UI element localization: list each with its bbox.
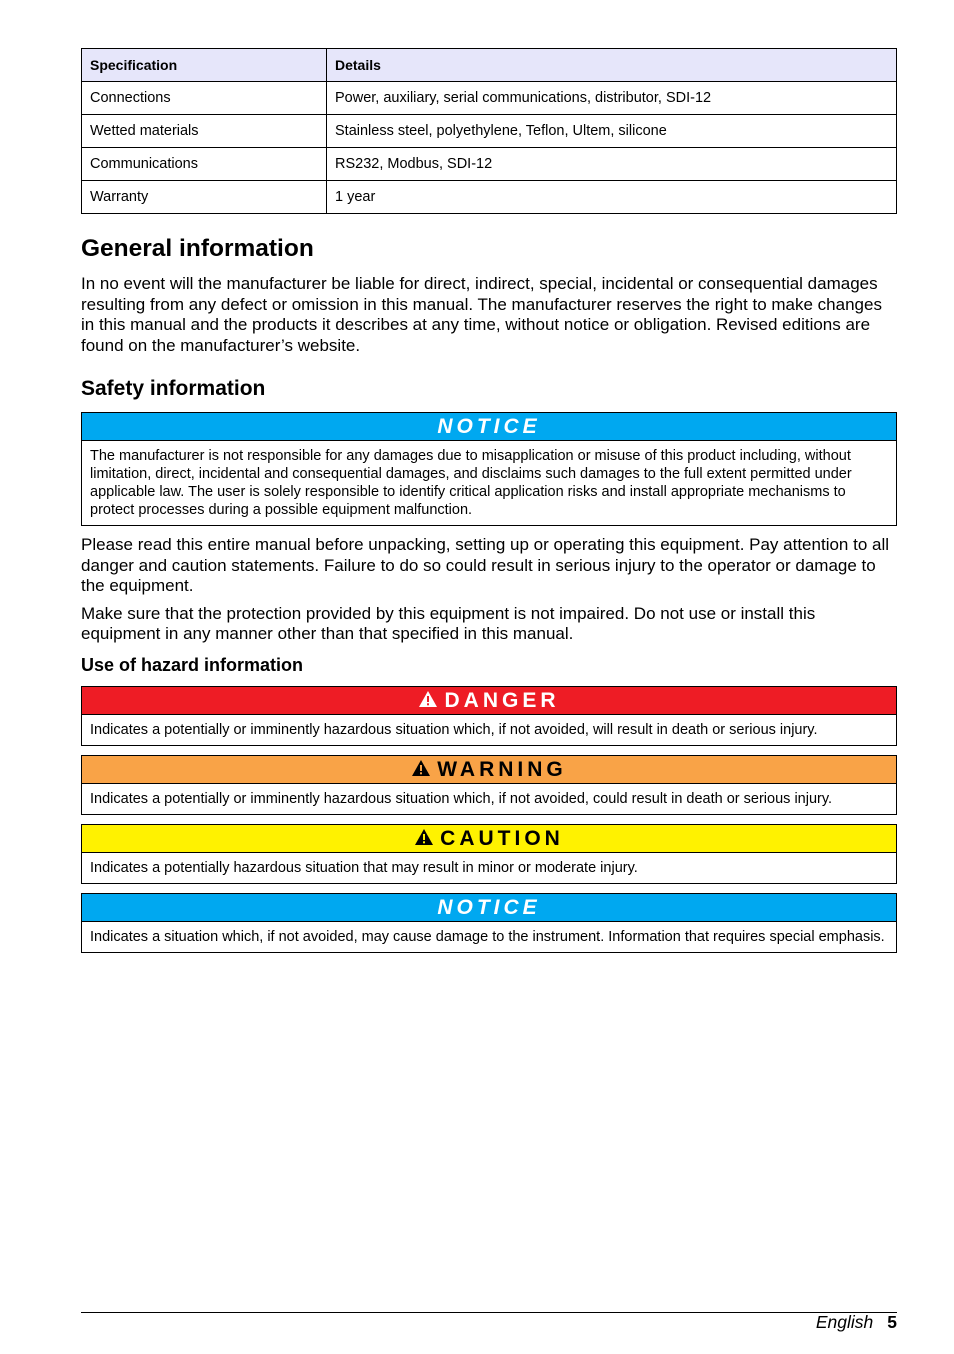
footer-language: English	[815, 1312, 874, 1332]
danger-text: Indicates a potentially or imminently hazardous situation which, if not avoided, will result in death or serious injury.	[90, 721, 818, 738]
table-row	[82, 148, 897, 181]
notice-text: Indicates a situation which, if not avoided, may cause damage to the instrument. Information that requires special emphasis.	[90, 928, 885, 945]
notice-label: NOTICE	[82, 894, 896, 922]
table-cell: Warranty	[82, 181, 327, 214]
table-cell: Wetted materials	[82, 115, 327, 148]
table-row	[82, 115, 897, 148]
danger-header	[82, 687, 896, 715]
table-cell: RS232, Modbus, SDI-12	[327, 148, 897, 181]
warning-triangle-icon	[418, 690, 438, 708]
table-cell: Stainless steel, polyethylene, Teflon, Ultem, silicone	[327, 115, 897, 148]
table-cell: Communications	[82, 148, 327, 181]
warning-triangle-icon	[414, 828, 434, 846]
notice-box	[81, 893, 897, 953]
table-cell: Connections	[82, 82, 327, 115]
page-number: 5	[887, 1312, 897, 1332]
table-header-row	[82, 49, 897, 82]
caution-text: Indicates a potentially hazardous situation that may result in minor or moderate injury.	[90, 859, 638, 876]
warning-text: Indicates a potentially or imminently hazardous situation which, if not avoided, could result in death or serious injury.	[90, 790, 833, 807]
caution-label: CAUTION	[440, 826, 564, 850]
hazard-information-heading: Use of hazard information	[81, 654, 304, 675]
general-information-text: In no event will the manufacturer be liable for direct, indirect, special, incidental or consequential damages resulting from any defect or omission in this manual. The manufacturer reserves the right to make changes in this manual and the products it describes at any time, without notice or obligation. Revised editions are found on the manufacturer’s website.	[81, 274, 882, 355]
warning-box	[81, 755, 897, 815]
page-footer	[816, 1311, 897, 1333]
manual-page	[81, 48, 897, 953]
notice-text: The manufacturer is not responsible for any damages due to misapplication or misuse of this product including, without limitation, direct, incidental and consequential damages, and disclaims such damages to the full extent permitted under applicable law. The user is solely responsible to identify critical application risks and install appropriate mechanisms to protect processes during a possible equipment malfunction.	[90, 448, 852, 518]
safety-paragraph-protection: Make sure that the protection provided by this equipment is not impaired. Do not use or install this equipment in any manner other than that specified in this manual.	[81, 603, 816, 643]
safety-paragraph-read-manual: Please read this entire manual before unpacking, setting up or operating this equipment. Pay attention to all danger and caution statements. Failure to do so could result in serious injury to the operator or damage to the equipment.	[81, 535, 890, 595]
table-row	[82, 181, 897, 214]
danger-label: DANGER	[444, 688, 560, 712]
notice-label: NOTICE	[82, 413, 896, 441]
safety-notice-box	[81, 412, 897, 526]
table-row	[82, 82, 897, 115]
safety-information-heading: Safety information	[81, 377, 266, 400]
table-cell: Power, auxiliary, serial communications, distributor, SDI-12	[327, 82, 897, 115]
table-header-cell: Details	[327, 49, 897, 82]
warning-label: WARNING	[437, 757, 567, 781]
caution-box	[81, 824, 897, 884]
warning-triangle-icon	[411, 759, 431, 777]
caution-header	[82, 825, 896, 853]
table-header-cell: Specification	[82, 49, 327, 82]
table-cell: 1 year	[327, 181, 897, 214]
danger-box	[81, 686, 897, 746]
specification-table	[81, 48, 897, 214]
warning-header	[82, 756, 896, 784]
general-information-heading: General information	[81, 235, 314, 262]
footer-divider	[81, 1312, 897, 1313]
